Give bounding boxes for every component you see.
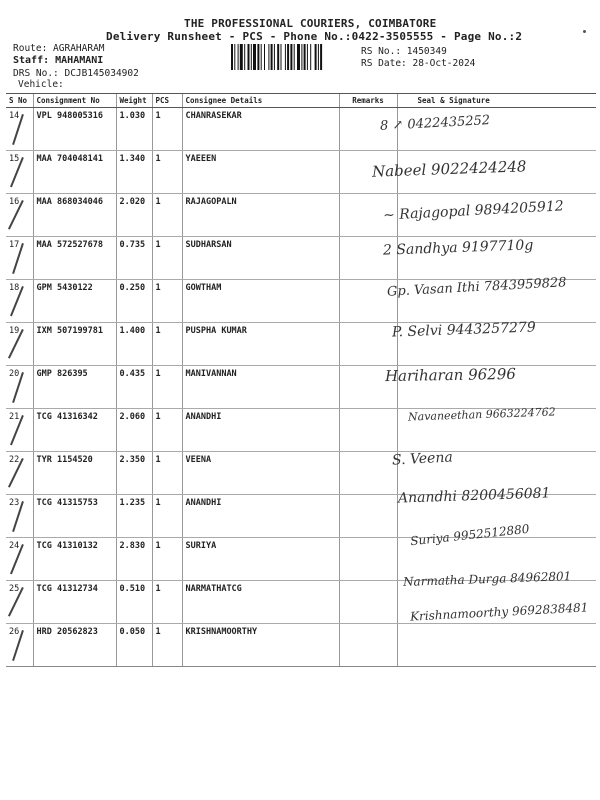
- table-row: [6, 624, 596, 667]
- col-header-remarks: Remarks: [339, 94, 397, 108]
- barcode-bar: [244, 44, 245, 70]
- cell-pcs: 1: [152, 237, 182, 280]
- cell-weight: 2.350: [116, 452, 152, 495]
- signature-14: 8 ↗ 0422435252: [379, 113, 491, 134]
- cell-remarks: [339, 323, 397, 366]
- cell-weight: 1.340: [116, 151, 152, 194]
- signature-16: ~ Rajagopal 9894205912: [382, 198, 565, 224]
- barcode-bar: [320, 44, 322, 70]
- cell-weight: 0.510: [116, 581, 152, 624]
- cell-sno: 16: [6, 194, 33, 237]
- cell-consignee: YAEEEN: [182, 151, 339, 194]
- cell-consignment: MAA 704048141: [33, 151, 116, 194]
- barcode-bar: [234, 44, 235, 70]
- barcode-bar: [231, 44, 233, 70]
- cell-consignee: SUDHARSAN: [182, 237, 339, 280]
- route-label: Route: AGRAHARAM: [13, 43, 105, 54]
- barcode-bar: [253, 44, 256, 70]
- cell-consignment: TYR 1154520: [33, 452, 116, 495]
- cell-pcs: 1: [152, 108, 182, 151]
- cell-consignee: ANANDHI: [182, 495, 339, 538]
- vehicle-label: Vehicle:: [18, 79, 64, 90]
- col-header-consignee: Consignee Details: [182, 94, 339, 108]
- rs-number: RS No.: 1450349: [361, 46, 447, 57]
- barcode-bar: [251, 44, 252, 70]
- cell-sno: 25: [6, 581, 33, 624]
- col-header-signature: Seal & Signature: [397, 94, 596, 108]
- cell-weight: 2.020: [116, 194, 152, 237]
- cell-consignment: GPM 5430122: [33, 280, 116, 323]
- cell-weight: 1.400: [116, 323, 152, 366]
- barcode-bar: [304, 44, 306, 70]
- col-header-weight: Weight: [116, 94, 152, 108]
- cell-consignment: TCG 41316342: [33, 409, 116, 452]
- barcode-bar: [318, 44, 319, 70]
- barcode-bar: [281, 44, 282, 70]
- barcode-bar: [297, 44, 300, 70]
- cell-consignee: SURIYA: [182, 538, 339, 581]
- signature-18: Gp. Vasan Ithi 7843959828: [386, 275, 567, 300]
- col-header-sno: S No: [6, 94, 33, 108]
- cell-consignment: GMP 826395: [33, 366, 116, 409]
- signature-19: P. Selvi 9443257279: [391, 319, 536, 341]
- cell-consignment: TCG 41312734: [33, 581, 116, 624]
- cell-pcs: 1: [152, 495, 182, 538]
- cell-consignment: MAA 868034046: [33, 194, 116, 237]
- barcode: [231, 44, 356, 70]
- barcode-bar: [301, 44, 302, 70]
- col-header-pcs: PCS: [152, 94, 182, 108]
- cell-pcs: 1: [152, 452, 182, 495]
- cell-consignment: IXM 507199781: [33, 323, 116, 366]
- runsheet-subtitle: Delivery Runsheet - PCS - Phone No.:0422-3505555 - Page No.:2: [106, 30, 523, 43]
- barcode-bar: [248, 44, 250, 70]
- cell-sno: 22: [6, 452, 33, 495]
- cell-weight: 0.735: [116, 237, 152, 280]
- barcode-bar: [277, 44, 279, 70]
- barcode-bar: [238, 44, 239, 70]
- cell-consignee: RAJAGOPALN: [182, 194, 339, 237]
- cell-consignment: MAA 572527678: [33, 237, 116, 280]
- cell-consignment: HRD 20562823: [33, 624, 116, 667]
- cell-pcs: 1: [152, 366, 182, 409]
- cell-sno: 23: [6, 495, 33, 538]
- cell-weight: 0.250: [116, 280, 152, 323]
- cell-weight: 2.060: [116, 409, 152, 452]
- cell-sno: 17: [6, 237, 33, 280]
- cell-consignment: VPL 948005316: [33, 108, 116, 151]
- cell-consignee: ANANDHI: [182, 409, 339, 452]
- cell-sno: 24: [6, 538, 33, 581]
- cell-sno: 14: [6, 108, 33, 151]
- cell-pcs: 1: [152, 581, 182, 624]
- barcode-bar: [315, 44, 317, 70]
- signature-23: Anandhi 8200456081: [397, 485, 551, 507]
- cell-sno: 15: [6, 151, 33, 194]
- signature-20: Hariharan 96296: [384, 364, 517, 386]
- barcode-bar: [290, 44, 292, 70]
- col-header-consignment: Consignment No: [33, 94, 116, 108]
- cell-pcs: 1: [152, 409, 182, 452]
- cell-pcs: 1: [152, 151, 182, 194]
- cell-remarks: [339, 538, 397, 581]
- signature-26: Krishnamoorthy 9692838481: [409, 600, 589, 624]
- dot-mark: [583, 30, 586, 33]
- cell-weight: 0.435: [116, 366, 152, 409]
- cell-consignee: MANIVANNAN: [182, 366, 339, 409]
- table-header-row: [6, 94, 596, 108]
- barcode-bar: [310, 44, 311, 70]
- barcode-bar: [271, 44, 273, 70]
- cell-remarks: [339, 409, 397, 452]
- signature-22: S. Veena: [391, 449, 454, 469]
- barcode-bar: [257, 44, 259, 70]
- cell-remarks: [339, 624, 397, 667]
- cell-consignee: VEENA: [182, 452, 339, 495]
- cell-remarks: [339, 581, 397, 624]
- cell-signature: [397, 624, 596, 667]
- cell-pcs: 1: [152, 280, 182, 323]
- cell-pcs: 1: [152, 323, 182, 366]
- cell-weight: 1.235: [116, 495, 152, 538]
- cell-pcs: 1: [152, 538, 182, 581]
- cell-consignment: TCG 41310132: [33, 538, 116, 581]
- cell-consignee: GOWTHAM: [182, 280, 339, 323]
- signature-21: Navaneethan 9663224762: [407, 405, 556, 424]
- company-name: THE PROFESSIONAL COURIERS, COIMBATORE: [184, 17, 437, 30]
- cell-consignee: NARMATHATCG: [182, 581, 339, 624]
- drs-number: DRS No.: DCJB145034902: [13, 68, 139, 79]
- barcode-bar: [264, 44, 265, 70]
- barcode-bar: [261, 44, 262, 70]
- cell-remarks: [339, 495, 397, 538]
- cell-consignment: TCG 41315753: [33, 495, 116, 538]
- cell-pcs: 1: [152, 194, 182, 237]
- cell-sno: 18: [6, 280, 33, 323]
- signature-25: Narmatha Durga 84962801: [402, 569, 572, 589]
- cell-pcs: 1: [152, 624, 182, 667]
- cell-weight: 0.050: [116, 624, 152, 667]
- barcode-bar: [240, 44, 243, 70]
- staff-label: Staff: MAHAMANI: [13, 55, 104, 66]
- barcode-bar: [285, 44, 286, 70]
- cell-consignee: KRISHNAMOORTHY: [182, 624, 339, 667]
- cell-consignee: CHANRASEKAR: [182, 108, 339, 151]
- barcode-bar: [307, 44, 308, 70]
- cell-sno: 19: [6, 323, 33, 366]
- barcode-bar: [274, 44, 275, 70]
- barcode-bar: [287, 44, 289, 70]
- cell-sno: 21: [6, 409, 33, 452]
- barcode-bar: [268, 44, 269, 70]
- signature-24: Suriya 9952512880: [409, 521, 531, 549]
- signature-15: Nabeel 9022424248: [371, 157, 527, 181]
- cell-sno: 20: [6, 366, 33, 409]
- rs-date: RS Date: 28-Oct-2024: [361, 58, 476, 69]
- cell-remarks: [339, 452, 397, 495]
- table-row: [6, 108, 596, 151]
- cell-sno: 26: [6, 624, 33, 667]
- cell-weight: 2.830: [116, 538, 152, 581]
- cell-consignee: PUSPHA KUMAR: [182, 323, 339, 366]
- barcode-bar: [294, 44, 295, 70]
- cell-weight: 1.030: [116, 108, 152, 151]
- signature-17: 2 Sandhya 9197710g: [382, 237, 534, 259]
